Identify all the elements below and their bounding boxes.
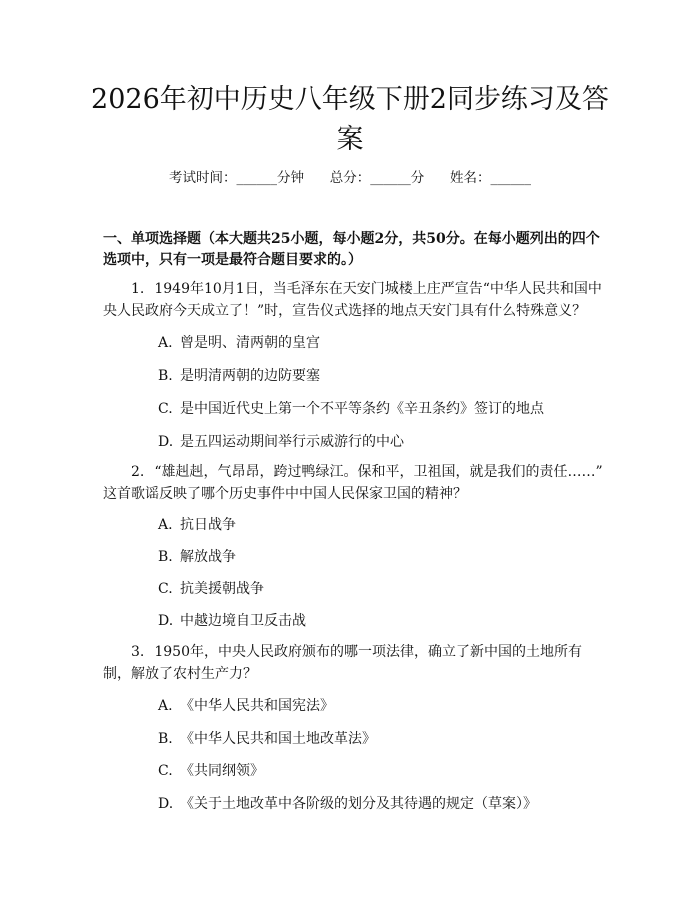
option-letter: D. xyxy=(158,796,174,812)
option-1d xyxy=(158,432,603,452)
option-1b xyxy=(158,366,603,386)
question-text: 1949年10月1日，当毛泽东在天安门城楼上庄严宣告“中华人民共和国中央人民政府今天成立了！”时，宣告仪式选择的地点天安门具有什么特殊意义？ xyxy=(103,281,602,319)
option-3a xyxy=(158,696,603,716)
score-unit: 分 xyxy=(410,170,425,186)
score-blank: ______ xyxy=(370,170,411,186)
section-heading: 一、单项选择题（本大题共25小题，每小题2分，共50分。在每小题列出的四个选项中，只有一项是最符合题目要求的。） xyxy=(103,231,600,268)
option-text: 曾是明、清两朝的皇宫 xyxy=(180,335,320,351)
time-blank: ______ xyxy=(236,170,277,186)
question-number: 3. xyxy=(131,644,145,660)
option-letter: A. xyxy=(158,698,173,714)
option-text: 《共同纲领》 xyxy=(180,763,264,779)
option-3b xyxy=(158,729,603,749)
option-letter: C. xyxy=(158,763,173,779)
option-text: 解放战争 xyxy=(180,549,236,565)
option-3d xyxy=(158,794,603,814)
option-letter: B. xyxy=(158,549,173,565)
option-text: 中越边境自卫反击战 xyxy=(180,613,306,629)
name-blank: ______ xyxy=(490,170,531,186)
option-text: 抗日战争 xyxy=(180,517,236,533)
option-text: 《关于土地改革中各阶级的划分及其待遇的规定（草案）》 xyxy=(180,796,537,812)
question-number: 1. xyxy=(131,281,145,297)
page-title: 2026年初中历史八年级下册2同步练习及答案 xyxy=(91,84,609,155)
option-text: 《中华人民共和国宪法》 xyxy=(180,698,334,714)
option-letter: D. xyxy=(158,613,174,629)
option-1a xyxy=(158,333,603,353)
name-label: 姓名： xyxy=(450,170,491,186)
option-2b xyxy=(158,547,603,567)
option-letter: C. xyxy=(158,401,173,417)
option-text: 是中国近代史上第一个不平等条约《辛丑条约》签订的地点 xyxy=(180,401,544,417)
option-letter: B. xyxy=(158,368,173,384)
option-text: 抗美援朝战争 xyxy=(180,581,264,597)
option-2d xyxy=(158,611,603,631)
option-2c xyxy=(158,579,603,599)
question-text: “雄赳赳，气昂昂，跨过鸭绿江。保和平，卫祖国，就是我们的责任……” 这首歌谣反映了哪个历史事件中中国人民保家卫国的精神？ xyxy=(103,464,603,502)
option-text: 是明清两朝的边防要塞 xyxy=(180,368,320,384)
question-1 xyxy=(103,278,603,322)
time-unit: 分钟 xyxy=(277,170,304,186)
question-2 xyxy=(103,461,603,505)
option-letter: D. xyxy=(158,434,174,450)
option-letter: B. xyxy=(158,731,173,747)
option-letter: C. xyxy=(158,581,173,597)
question-number: 2. xyxy=(131,464,145,480)
option-text: 《中华人民共和国土地改革法》 xyxy=(180,731,376,747)
question-3 xyxy=(103,641,603,685)
option-3c xyxy=(158,761,603,781)
option-2a xyxy=(158,515,603,535)
option-letter: A. xyxy=(158,335,173,351)
exam-info-line xyxy=(0,168,700,188)
option-1c xyxy=(158,399,603,419)
time-label: 考试时间： xyxy=(169,170,237,186)
option-text: 是五四运动期间举行示威游行的中心 xyxy=(180,434,404,450)
score-label: 总分： xyxy=(329,170,371,186)
question-text: 1950年，中央人民政府颁布的哪一项法律，确立了新中国的土地所有制，解放了农村生产力？ xyxy=(103,644,582,682)
option-letter: A. xyxy=(158,517,173,533)
